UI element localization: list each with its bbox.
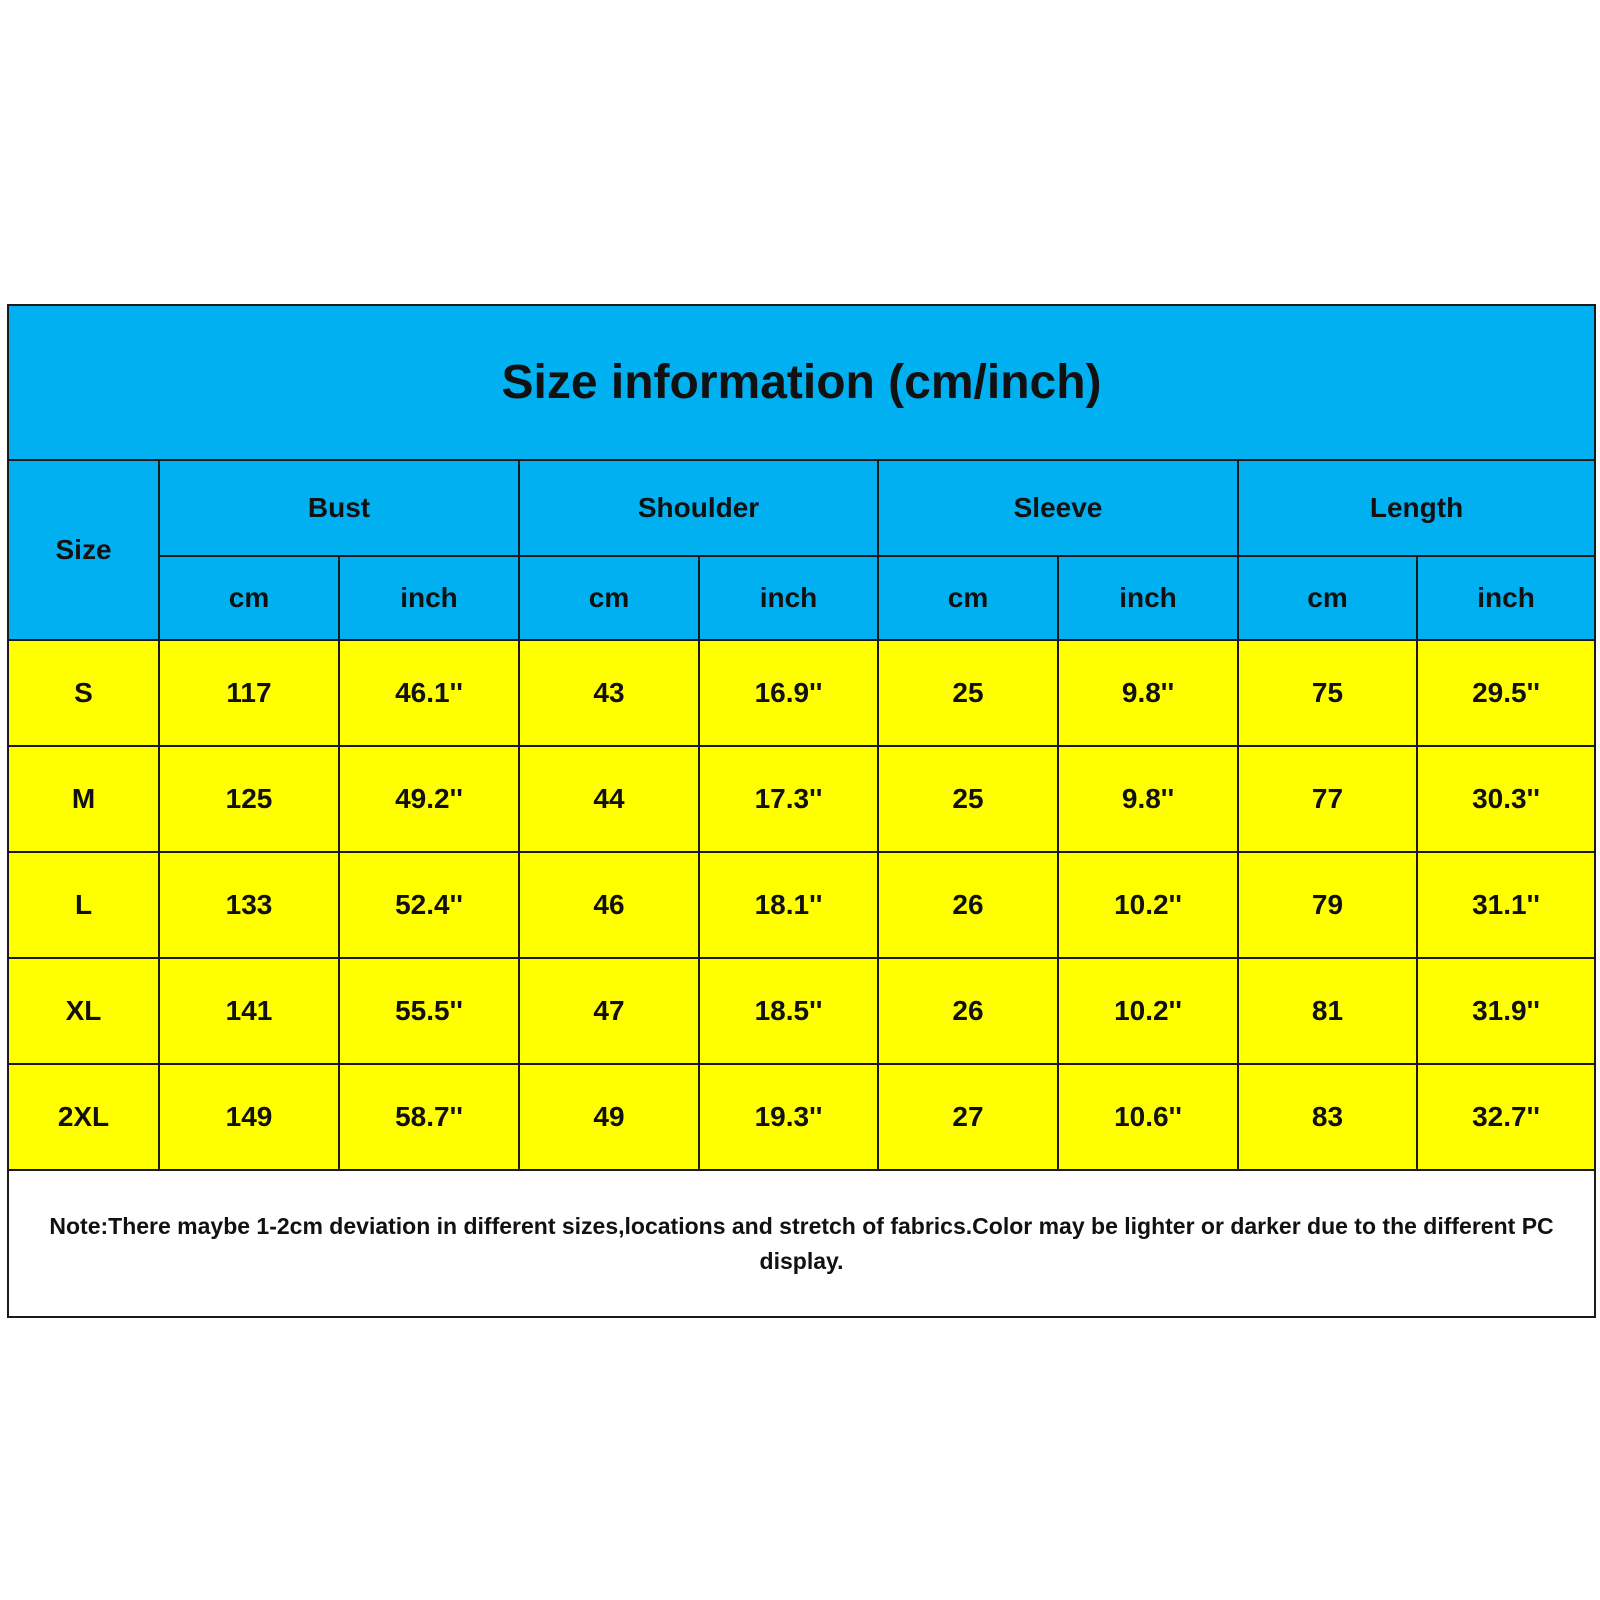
table-row <box>8 746 1595 852</box>
value-cell: 26 <box>878 852 1058 958</box>
group-header-length: Length <box>1238 460 1595 556</box>
value-cell: 17.3'' <box>699 746 878 852</box>
unit-header: inch <box>1058 556 1238 640</box>
table-row <box>8 852 1595 958</box>
size-cell: L <box>8 852 159 958</box>
unit-header: inch <box>699 556 878 640</box>
chart-title: Size information (cm/inch) <box>8 305 1595 460</box>
value-cell: 9.8'' <box>1058 746 1238 852</box>
unit-header: cm <box>159 556 339 640</box>
size-cell: S <box>8 640 159 746</box>
value-cell: 133 <box>159 852 339 958</box>
size-column-header: Size <box>8 460 159 640</box>
value-cell: 75 <box>1238 640 1417 746</box>
value-cell: 125 <box>159 746 339 852</box>
value-cell: 117 <box>159 640 339 746</box>
value-cell: 31.1'' <box>1417 852 1595 958</box>
value-cell: 19.3'' <box>699 1064 878 1170</box>
value-cell: 32.7'' <box>1417 1064 1595 1170</box>
value-cell: 10.2'' <box>1058 852 1238 958</box>
size-cell: 2XL <box>8 1064 159 1170</box>
value-cell: 141 <box>159 958 339 1064</box>
value-cell: 77 <box>1238 746 1417 852</box>
value-cell: 30.3'' <box>1417 746 1595 852</box>
unit-header: cm <box>519 556 699 640</box>
value-cell: 31.9'' <box>1417 958 1595 1064</box>
value-cell: 79 <box>1238 852 1417 958</box>
value-cell: 46 <box>519 852 699 958</box>
value-cell: 10.6'' <box>1058 1064 1238 1170</box>
value-cell: 55.5'' <box>339 958 519 1064</box>
size-cell: M <box>8 746 159 852</box>
size-cell: XL <box>8 958 159 1064</box>
value-cell: 46.1'' <box>339 640 519 746</box>
value-cell: 16.9'' <box>699 640 878 746</box>
value-cell: 44 <box>519 746 699 852</box>
value-cell: 26 <box>878 958 1058 1064</box>
value-cell: 58.7'' <box>339 1064 519 1170</box>
value-cell: 10.2'' <box>1058 958 1238 1064</box>
unit-header: inch <box>339 556 519 640</box>
unit-header: cm <box>1238 556 1417 640</box>
table-row <box>8 640 1595 746</box>
value-cell: 29.5'' <box>1417 640 1595 746</box>
group-header-shoulder: Shoulder <box>519 460 878 556</box>
size-note: Note:There maybe 1-2cm deviation in different sizes,locations and stretch of fabrics.Color may be lighter or darker due to the different PC display. <box>8 1170 1595 1317</box>
group-header-bust: Bust <box>159 460 519 556</box>
value-cell: 25 <box>878 640 1058 746</box>
value-cell: 52.4'' <box>339 852 519 958</box>
value-cell: 18.5'' <box>699 958 878 1064</box>
size-chart-table <box>7 304 1596 1318</box>
value-cell: 25 <box>878 746 1058 852</box>
value-cell: 18.1'' <box>699 852 878 958</box>
value-cell: 49 <box>519 1064 699 1170</box>
value-cell: 81 <box>1238 958 1417 1064</box>
value-cell: 49.2'' <box>339 746 519 852</box>
value-cell: 43 <box>519 640 699 746</box>
value-cell: 149 <box>159 1064 339 1170</box>
value-cell: 9.8'' <box>1058 640 1238 746</box>
group-header-sleeve: Sleeve <box>878 460 1238 556</box>
value-cell: 47 <box>519 958 699 1064</box>
table-row <box>8 958 1595 1064</box>
value-cell: 27 <box>878 1064 1058 1170</box>
table-row <box>8 1064 1595 1170</box>
unit-header: cm <box>878 556 1058 640</box>
unit-header: inch <box>1417 556 1595 640</box>
value-cell: 83 <box>1238 1064 1417 1170</box>
